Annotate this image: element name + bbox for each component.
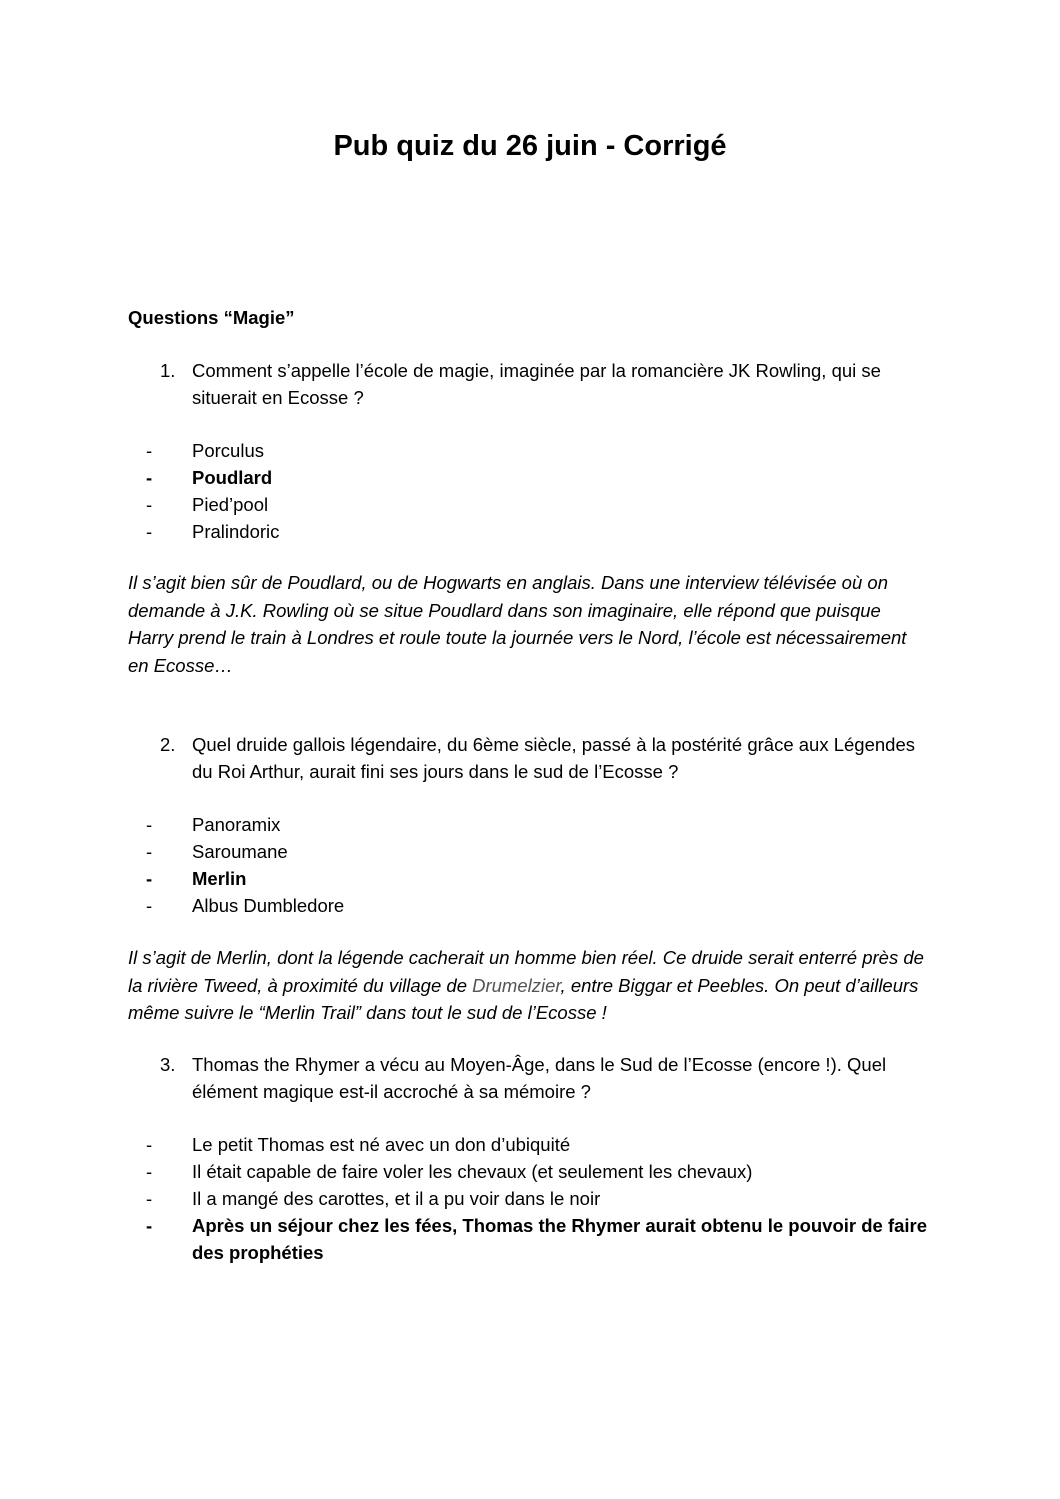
option: - Il a mangé des carottes, et il a pu voir dans le noir: [146, 1188, 601, 1209]
option: - Albus Dumbledore: [146, 895, 345, 916]
question-3: [160, 1051, 940, 1105]
option-label: Pied’pool: [192, 494, 269, 515]
option: - Panoramix: [146, 814, 281, 835]
option-label: Porculus: [192, 440, 264, 461]
question-text: Comment s’appelle l’école de magie, imaginée par la romancière JK Rowling, qui se situerait en Ecosse ?: [192, 360, 881, 408]
option-label: Poudlard: [192, 467, 273, 488]
question-text: Quel druide gallois légendaire, du 6ème siècle, passé à la postérité grâce aux Légendes du Roi Arthur, aurait fini ses jours dans le sud de l’Ecosse ?: [192, 734, 915, 782]
option: - Saroumane: [146, 841, 288, 862]
option: - Porculus: [146, 440, 264, 461]
question-number: 2.: [160, 734, 176, 755]
question-number: 3.: [160, 1054, 176, 1075]
option-label: Il a mangé des carottes, et il a pu voir dans le noir: [192, 1188, 601, 1209]
question-2: [160, 731, 940, 785]
question-text: Thomas the Rhymer a vécu au Moyen-Âge, dans le Sud de l’Ecosse (encore !). Quel élément magique est-il accroché à sa mémoire ?: [192, 1054, 887, 1102]
question-1-options: [128, 437, 948, 545]
drumelzier-link[interactable]: Drumelzier: [472, 974, 561, 996]
option-label: Il était capable de faire voler les chevaux (et seulement les chevaux): [192, 1161, 753, 1182]
option: - Il était capable de faire voler les chevaux (et seulement les chevaux): [146, 1161, 753, 1182]
question-1: [160, 357, 940, 411]
question-2-options: [128, 811, 948, 919]
option: - Pied’pool: [146, 494, 269, 515]
option-label: Pralindoric: [192, 521, 280, 542]
option-label: Albus Dumbledore: [192, 895, 345, 916]
explanation-2: Il s’agit de Merlin, dont la légende cacherait un homme bien réel. Ce druide serait enterré près de la rivière Tweed, à proximité du village de Drumelzier, entre Biggar et Peebles. On peut d’ailleurs même suivre le “Merlin Trail” dans tout le sud de l’Ecosse !: [128, 947, 924, 1023]
section-heading: Questions “Magie”: [128, 307, 295, 328]
option-label: Panoramix: [192, 814, 281, 835]
page-title: Pub quiz du 26 juin - Corrigé: [333, 130, 727, 162]
question-number: 1.: [160, 360, 176, 381]
option-label: Après un séjour chez les fées, Thomas the Rhymer aurait obtenu le pouvoir de faire des prophéties: [192, 1215, 928, 1263]
option: - Pralindoric: [146, 521, 280, 542]
option-label: Saroumane: [192, 841, 288, 862]
option-correct: - Après un séjour chez les fées, Thomas the Rhymer aurait obtenu le pouvoir de faire des prophéties: [146, 1215, 928, 1263]
option-label: Merlin: [192, 868, 247, 889]
option: - Le petit Thomas est né avec un don d’ubiquité: [146, 1134, 571, 1155]
question-3-options: [128, 1131, 948, 1266]
option-label: Le petit Thomas est né avec un don d’ubiquité: [192, 1134, 571, 1155]
option-correct: - Merlin: [146, 868, 247, 889]
explanation-1: Il s’agit bien sûr de Poudlard, ou de Hogwarts en anglais. Dans une interview télévisée où on demande à J.K. Rowling où se situe Poudlard dans son imaginaire, elle répond que puisque Harry prend le train à Londres et roule toute la journée vers le Nord, l’école est nécessairement en Ecosse…: [128, 572, 907, 676]
option-correct: - Poudlard: [146, 467, 273, 488]
